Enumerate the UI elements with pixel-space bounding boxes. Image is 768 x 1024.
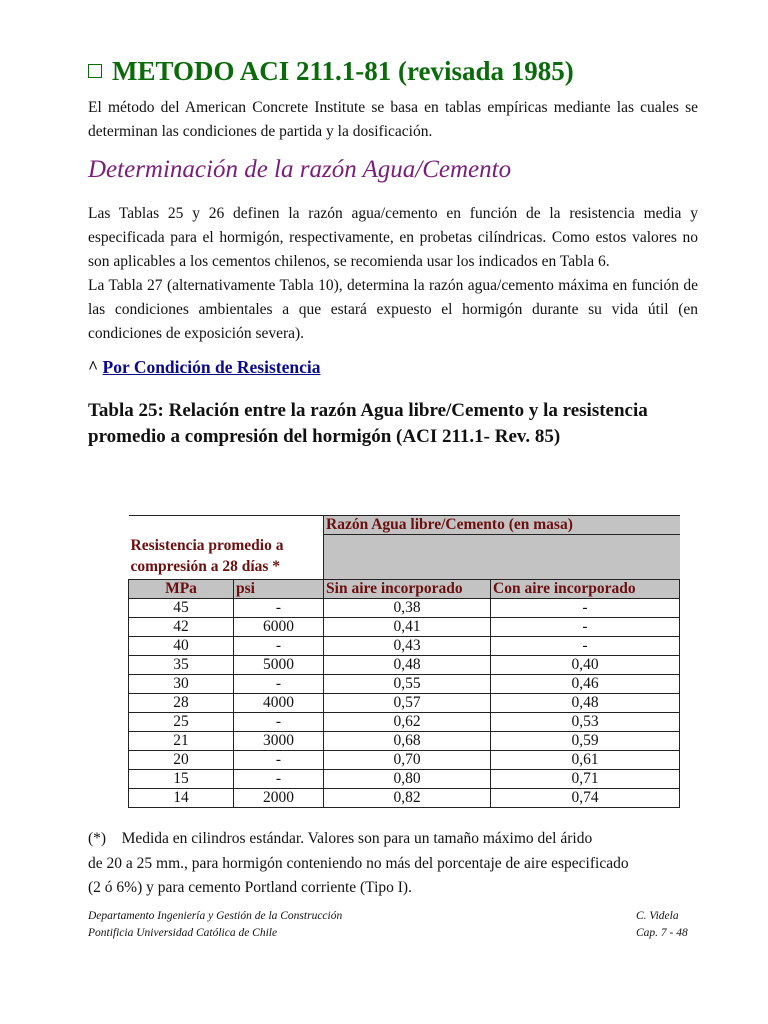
footnote-text-1: Medida en cilindros estándar. Valores son para un tamaño máximo del árido bbox=[121, 830, 593, 847]
footnote-line-1 bbox=[88, 827, 708, 852]
cell-sin-aire: 0,82 bbox=[324, 789, 491, 808]
cell-psi: 3000 bbox=[234, 732, 324, 751]
cell-psi: 2000 bbox=[234, 789, 324, 808]
section-title: Determinación de la razón Agua/Cemento bbox=[88, 156, 512, 183]
cell-sin-aire: 0,70 bbox=[324, 751, 491, 770]
resistance-condition-link[interactable]: Por Condición de Resistencia bbox=[102, 357, 321, 377]
col-header-con-aire: Con aire incorporado bbox=[491, 580, 680, 599]
cell-sin-aire: 0,38 bbox=[324, 599, 491, 618]
table-header-row-1 bbox=[129, 516, 680, 535]
cell-con-aire: - bbox=[491, 618, 680, 637]
col-header-mpa: MPa bbox=[129, 580, 234, 599]
cell-sin-aire: 0,80 bbox=[324, 770, 491, 789]
cell-mpa: 28 bbox=[129, 694, 234, 713]
subsection-heading bbox=[88, 357, 321, 378]
cell-con-aire: 0,61 bbox=[491, 751, 680, 770]
cell-psi: 6000 bbox=[234, 618, 324, 637]
cell-sin-aire: 0,68 bbox=[324, 732, 491, 751]
cell-psi: - bbox=[234, 675, 324, 694]
cell-con-aire: 0,46 bbox=[491, 675, 680, 694]
column-header-row bbox=[129, 580, 680, 599]
heading-text: METODO ACI 211.1-81 (revisada 1985) bbox=[112, 56, 574, 86]
footnote-marker: (*) bbox=[88, 830, 107, 847]
paragraph-1: Las Tablas 25 y 26 definen la razón agua/cemento en función de la resistencia media y especificada para el hormigón, respectivamente, en probetas cilíndricas. Como estos valores no son aplicables a los cementos chilenos, se recomienda usar los indicados en Tabla 6. bbox=[88, 205, 698, 270]
table-row bbox=[129, 789, 680, 808]
row-header-text: Resistencia promedio a compresión a 28 días * bbox=[130, 537, 284, 575]
footer-left bbox=[88, 908, 342, 942]
cell-sin-aire: 0,48 bbox=[324, 656, 491, 675]
footer-right bbox=[636, 908, 688, 942]
cell-psi: - bbox=[234, 637, 324, 656]
cell-con-aire: 0,71 bbox=[491, 770, 680, 789]
cell-mpa: 25 bbox=[129, 713, 234, 732]
table-row bbox=[129, 732, 680, 751]
footnote-line-3: (2 ó 6%) y para cemento Portland corriente (Tipo I). bbox=[88, 879, 412, 896]
caret-marker: ^ bbox=[88, 357, 99, 377]
table-row bbox=[129, 637, 680, 656]
cell-sin-aire: 0,41 bbox=[324, 618, 491, 637]
col-header-psi: psi bbox=[234, 580, 324, 599]
paragraph-2: La Tabla 27 (alternativamente Tabla 10), determina la razón agua/cemento máxima en función de las condiciones ambientales a que estará expuesto el hormigón durante su vida útil (en condiciones de exposición severa). bbox=[88, 277, 698, 342]
cell-con-aire: 0,48 bbox=[491, 694, 680, 713]
cell-sin-aire: 0,55 bbox=[324, 675, 491, 694]
cell-mpa: 30 bbox=[129, 675, 234, 694]
cell-mpa: 14 bbox=[129, 789, 234, 808]
cell-sin-aire: 0,57 bbox=[324, 694, 491, 713]
group-header-cell: Razón Agua libre/Cemento (en masa) bbox=[324, 516, 680, 535]
table-row bbox=[129, 713, 680, 732]
cell-con-aire: - bbox=[491, 599, 680, 618]
cell-mpa: 42 bbox=[129, 618, 234, 637]
table-row bbox=[129, 656, 680, 675]
cell-con-aire: - bbox=[491, 637, 680, 656]
cell-con-aire: 0,53 bbox=[491, 713, 680, 732]
group-header-blank bbox=[324, 535, 680, 580]
footer-author: C. Videla bbox=[636, 910, 679, 922]
cell-con-aire: 0,74 bbox=[491, 789, 680, 808]
cell-mpa: 40 bbox=[129, 637, 234, 656]
cell-mpa: 15 bbox=[129, 770, 234, 789]
cell-mpa: 20 bbox=[129, 751, 234, 770]
table-footnote bbox=[88, 827, 708, 901]
cell-sin-aire: 0,62 bbox=[324, 713, 491, 732]
cell-psi: 4000 bbox=[234, 694, 324, 713]
table-row bbox=[129, 770, 680, 789]
table-row bbox=[129, 751, 680, 770]
cell-psi: - bbox=[234, 599, 324, 618]
table-row bbox=[129, 618, 680, 637]
page-heading bbox=[88, 56, 574, 87]
cell-con-aire: 0,40 bbox=[491, 656, 680, 675]
cell-mpa: 21 bbox=[129, 732, 234, 751]
cell-psi: - bbox=[234, 751, 324, 770]
table-25 bbox=[128, 515, 680, 808]
footer-department: Departamento Ingeniería y Gestión de la Construcción bbox=[88, 910, 343, 922]
table-caption: Tabla 25: Relación entre la razón Agua libre/Cemento y la resistencia promedio a compresión del hormigón (ACI 211.1- Rev. 85) bbox=[88, 400, 648, 447]
cell-psi: 5000 bbox=[234, 656, 324, 675]
table-body bbox=[129, 599, 680, 808]
cell-mpa: 35 bbox=[129, 656, 234, 675]
cell-psi: - bbox=[234, 713, 324, 732]
table-row bbox=[129, 599, 680, 618]
table-row bbox=[129, 694, 680, 713]
cell-psi: - bbox=[234, 770, 324, 789]
footer-page: Cap. 7 - 48 bbox=[636, 927, 688, 939]
footnote-line-2: de 20 a 25 mm., para hormigón conteniendo no más del porcentaje de aire especificado bbox=[88, 854, 629, 872]
row-header-cell bbox=[129, 516, 324, 580]
cell-con-aire: 0,59 bbox=[491, 732, 680, 751]
cell-sin-aire: 0,43 bbox=[324, 637, 491, 656]
footer-university: Pontificia Universidad Católica de Chile bbox=[88, 927, 278, 939]
checkbox-bullet-icon bbox=[88, 64, 102, 78]
table-row bbox=[129, 675, 680, 694]
cell-mpa: 45 bbox=[129, 599, 234, 618]
intro-paragraph: El método del American Concrete Institute se basa en tablas empíricas mediante las cuales se determinan las condiciones de partida y la dosificación. bbox=[88, 99, 698, 140]
col-header-sin-aire: Sin aire incorporado bbox=[324, 580, 491, 599]
